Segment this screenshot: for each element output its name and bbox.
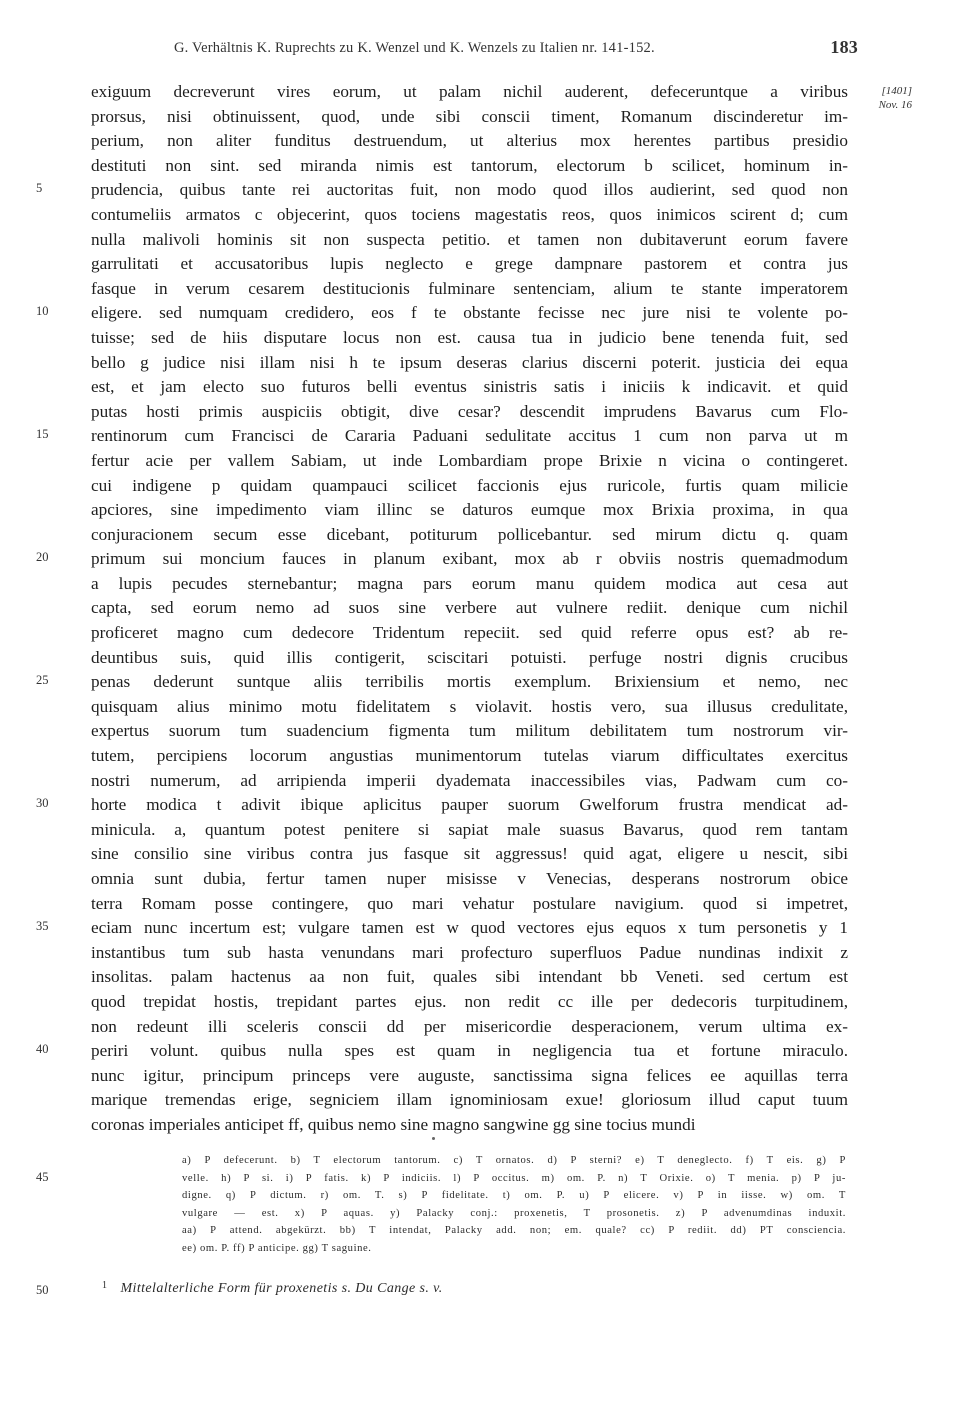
page-number: 183 <box>830 37 858 57</box>
apparatus-line: digne. q) P dictum. r) om. T. s) P fidelitate. t) om. P. u) P elicere. v) P in iisse. w) om. T <box>182 1190 846 1202</box>
line-number: 20 <box>36 550 49 565</box>
line-text: deuntibus suis, quid illis contigerit, sciscitari potuisti. perfuge nostri dignis crucibus <box>91 647 848 667</box>
text-line <box>0 965 960 990</box>
text-line <box>0 203 960 228</box>
critical-apparatus <box>182 1152 846 1258</box>
line-number: 15 <box>36 427 49 442</box>
text-line <box>0 178 960 203</box>
line-number: 30 <box>36 796 49 811</box>
line-text: eligere. sed numquam credidero, eos f te obstante fecisse nec jure nisi te volente po- <box>91 303 848 323</box>
running-head-title: G. Verhältnis K. Ruprechts zu K. Wenzel und K. Wenzels zu Italien nr. 141-152. <box>174 40 655 56</box>
line-text: omnia sunt dubia, fertur tamen nuper misisse v Venecias, desperans nostrorum obice <box>91 869 848 888</box>
text-line <box>0 744 960 769</box>
line-number: 40 <box>36 1042 49 1057</box>
apparatus-line: a) P defecerunt. b) T electorum tantorum. c) T ornatos. d) P sterni? e) T deneglecto. f) T eis. g) P <box>182 1155 846 1166</box>
text-line <box>0 842 960 867</box>
text-line <box>0 769 960 794</box>
text-line <box>0 719 960 744</box>
line-text: perium, non aliter funditus destruendum, ut alterius mox herentes partibus presidio <box>91 131 848 151</box>
line-number: 5 <box>36 181 43 196</box>
apparatus-line: velle. h) P si. i) P fatis. k) P indiciis. l) P occitus. m) om. P. n) T Orixie. o) T menia. p) P ju- <box>182 1172 846 1184</box>
line-text: minicula. a, quantum potest penitere si sapiat male suasus Bavarus, quod rem tantam <box>91 819 848 839</box>
text-line <box>0 326 960 351</box>
text-line <box>0 523 960 548</box>
text-line <box>0 892 960 917</box>
line-text: instantibus tum sub hasta venundans mari profecturo superfluos Padue nundinas indixit z <box>91 942 848 962</box>
text-line <box>0 154 960 179</box>
text-line <box>0 547 960 572</box>
text-line <box>0 80 960 105</box>
apparatus-line: vulgare — est. x) P aquas. y) Palacky conj.: proxenetis, T prosonetis. z) P advenumdinas induxit. <box>182 1207 846 1219</box>
line-text: tutem, percipiens locorum angustias munimentorum tutelas viarum difficultates exercitus <box>91 746 848 766</box>
line-text: proficeret magno cum dedecore Tridentum repeciit. sed quid referre opus est? ab re- <box>91 623 848 643</box>
text-line <box>0 1088 960 1113</box>
apparatus-line: ee) om. P. ff) P anticipe. gg) T saguine. <box>182 1242 372 1254</box>
line-text: marique tremendas erige, segniciem illam ignominiosam exue! gloriosum illud caput tuum <box>91 1090 848 1110</box>
line-text: quisquam alius minimo motu fidelitatem s violavit. hostis vero, sua illusus credulitate, <box>91 696 848 716</box>
text-line <box>0 695 960 720</box>
text-line <box>0 990 960 1015</box>
text-line <box>0 941 960 966</box>
margin-note-year: [1401] <box>881 85 912 97</box>
line-text: sine consilio sine viribus contra jus fasque sit aggressus! quid agat, eligere u nescit, sibi <box>91 844 848 864</box>
text-line <box>0 424 960 449</box>
line-text: a lupis pecudes sternebantur; magna pars eorum manu quidem modica aut cesa aut <box>91 573 848 593</box>
text-line <box>0 670 960 695</box>
line-text: destituti non sint. sed miranda nimis est tantorum, electorum b scilicet, hominum in- <box>91 155 848 175</box>
text-line <box>0 818 960 843</box>
text-line <box>0 1064 960 1089</box>
line-text: nostri numerum, ad arripienda imperii dyademata inaccessibiles vias, Padwam cum co- <box>91 770 848 790</box>
line-text: periri volunt. quibus nulla spes est quam in negligencia tua et fortune miraculo. <box>91 1041 848 1061</box>
apparatus-line: aa) P attend. abgekürzt. bb) T intendat, Palacky add. non; em. quale? cc) P rediit. dd) PT consciencia. <box>182 1225 846 1237</box>
line-text: penas dederunt suntque aliis terribilis mortis exemplum. Brixiensium et nemo, nec <box>91 672 848 692</box>
text-line <box>0 867 960 892</box>
text-line <box>0 105 960 130</box>
line-text: primum sui moncium fauces in planum exibant, mox ab r obviis nostris quemadmodum <box>91 549 848 569</box>
footnote-line-number: 50 <box>36 1283 49 1297</box>
line-number: 35 <box>36 919 49 934</box>
line-text: apciores, sine impedimento viam illinc se daturos eumque mox Brixia proxima, in qua <box>91 500 848 520</box>
text-line <box>0 228 960 253</box>
line-number: 10 <box>36 304 49 319</box>
line-text: nulla malivoli hominis sit non suspecta petitio. et tamen non dubitaverunt eorum favere <box>91 229 848 249</box>
line-text: garrulitati et accusatoribus lupis neglecto e grege dampnare pastorem et contra jus <box>91 254 848 274</box>
text-line <box>0 916 960 941</box>
line-text: non redeunt illi sceleris conscii dd per misericordie desperacionem, verum ultima ex- <box>91 1016 848 1036</box>
separator-dot <box>432 1137 435 1140</box>
text-line <box>0 646 960 671</box>
text-line <box>0 400 960 425</box>
line-text: rentinorum cum Francisci de Cararia Paduani sedulitate accitus 1 cum non parva ut m <box>91 426 848 446</box>
footnote <box>102 1280 443 1297</box>
main-text <box>0 80 960 1138</box>
line-text: exiguum decreverunt vires eorum, ut palam nichil auderent, defeceruntque a viribus <box>91 82 848 101</box>
footnote-mark: 1 <box>102 1280 107 1291</box>
text-line <box>0 301 960 326</box>
line-text: terra Romam posse contingere, quo mari vehatur postulare navigium. quod si impetret, <box>91 893 848 913</box>
text-line <box>0 252 960 277</box>
line-text: fertur acie per vallem Sabiam, ut inde Lombardiam prope Brixie n vicina o contingeret. <box>91 450 848 470</box>
text-line <box>0 129 960 154</box>
text-line <box>0 793 960 818</box>
text-line <box>0 449 960 474</box>
line-text: contumeliis armatos c objecerint, quos tociens magestatis reos, quos inimicos scirent d; cum <box>91 204 848 224</box>
line-text: nunc igitur, principum princeps vere auguste, sanctissima signa felices ee aquillas terra <box>91 1065 848 1085</box>
line-text: putas hosti primis auspiciis obtigit, dive cesar? descendit imprudens Bavarus cum Flo- <box>91 401 848 421</box>
line-text: insolitas. palam hactenus aa non fuit, quales sibi intendant bb Veneti. sed certum est <box>91 967 848 987</box>
text-line <box>0 1015 960 1040</box>
text-line <box>0 498 960 523</box>
line-number: 25 <box>36 673 49 688</box>
footnote-text: Mittelalterliche Form für proxenetis s. Du Cange s. v. <box>120 1281 443 1296</box>
line-text: coronas imperiales anticipet ff, quibus nemo sine magno sangwine gg sine tocius mundi <box>91 1114 696 1134</box>
line-text: quod trepidat hostis, trepidant partes ejus. non redit cc ille per dedecoris turpitudinem, <box>91 991 848 1011</box>
line-text: expertus suorum tum suadencium figmenta tum militum debilitatem tum nostrorum vir- <box>91 721 848 741</box>
text-line <box>0 351 960 376</box>
text-line <box>0 1113 960 1138</box>
line-text: conjuracionem secum esse dicebant, potiturum pollicebantur. sed mirum dictu q. quam <box>91 524 848 544</box>
line-text: prorsus, nisi obtinuissent, quod, unde sibi conscii timent, Romanum discinderetur im- <box>91 106 848 126</box>
text-line <box>0 474 960 499</box>
line-text: eciam nunc incertum est; vulgare tamen est w quod vectores ejus equos x tum personetis y 1 <box>91 918 848 938</box>
line-text: horte modica t adivit ibique aplicitus pauper suorum Gwelforum frustra mendicat ad- <box>91 795 848 815</box>
line-text: cui indigene p quidam quampauci scilicet faccionis ejus ruricole, furtis quam milicie <box>91 475 848 495</box>
line-text: bello g judice nisi illam nisi h te ipsum deseras clarius discerni poterit. justicia dei equa <box>91 352 848 372</box>
text-line <box>0 277 960 302</box>
text-line <box>0 375 960 400</box>
text-line <box>0 572 960 597</box>
margin-note-date: Nov. 16 <box>878 99 912 111</box>
line-text: capta, sed eorum nemo ad suos sine verbere aut vulnere rediit. denique cum nichil <box>91 598 848 618</box>
apparatus-line-number: 45 <box>36 1170 49 1184</box>
line-text: fasque in verum cesarem destitucionis fulminare sentenciam, alium te stante imperatorem <box>91 278 848 298</box>
text-line <box>0 596 960 621</box>
text-line <box>0 621 960 646</box>
line-text: tuisse; sed de hiis disputare locus non est. causa tua in judicio bene tenenda fuit, sed <box>91 327 848 347</box>
text-line <box>0 1039 960 1064</box>
line-text: est, et jam electo suo futuros belli eventus sinistris satis i iniciis k indicavit. et quid <box>91 377 848 397</box>
line-text: prudencia, quibus tante rei auctoritas fuit, non modo quod illos audierint, sed quod non <box>91 180 848 200</box>
